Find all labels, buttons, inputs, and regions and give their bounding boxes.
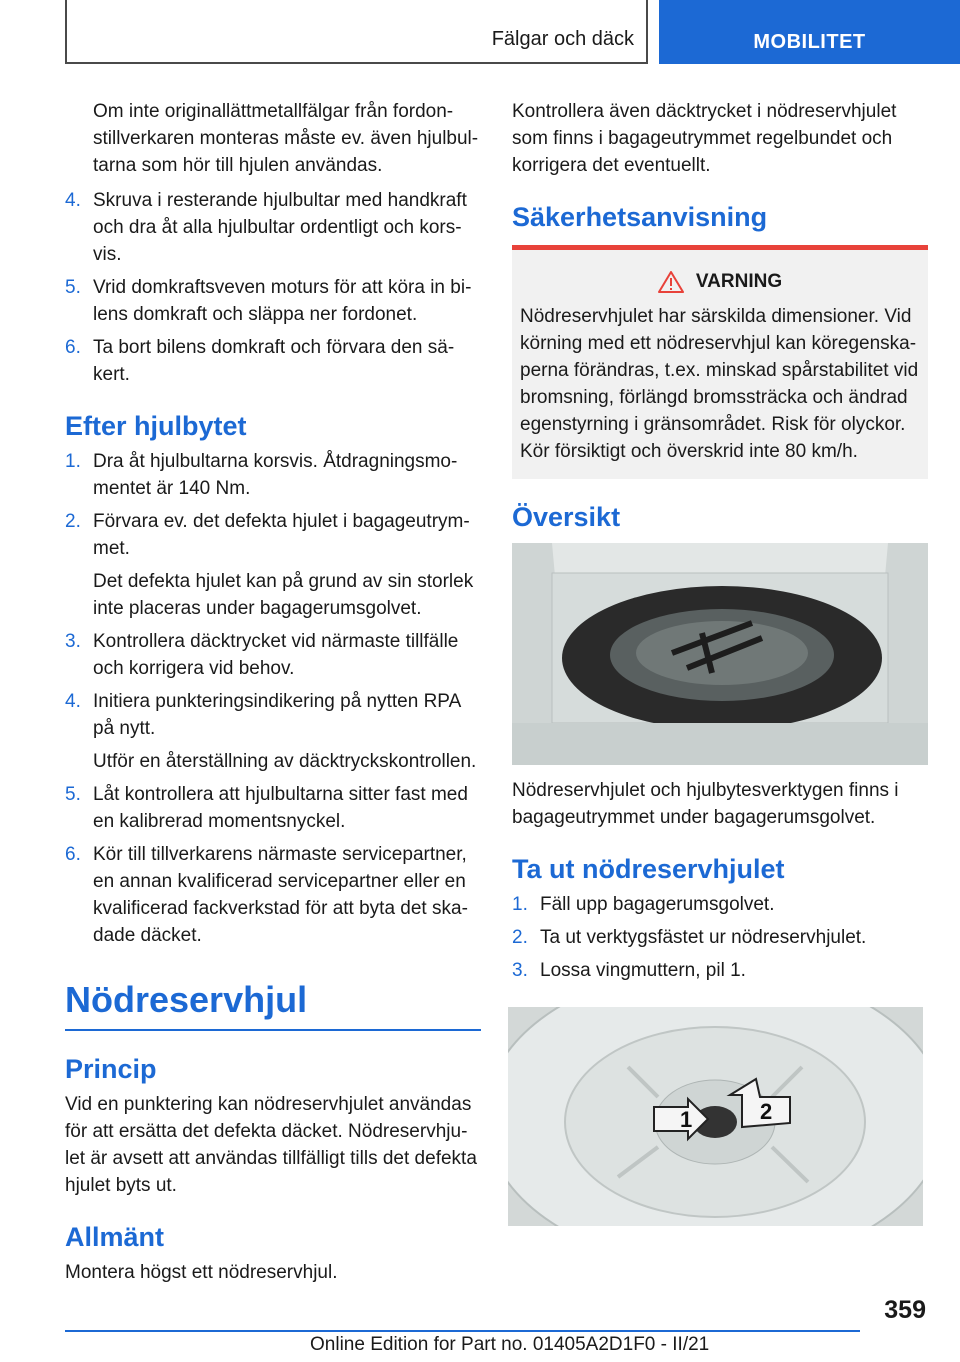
step-text: Ta bort bilens domkraft och förvara den säkert. [93,337,455,385]
right-column [512,98,928,990]
footer-divider [65,1330,860,1332]
chapter-title: Nödreservhjul [65,975,481,1031]
warning-text: Nödreservhjulet har särskilda dimensioner. Vid körning med ett nödreservhjul kan köregenskaperna förändras, t.ex. minskad spårstabilitet vid bromsning, förlängd bromssträcka och ändrad egenstyrning i gränsområdet. Risk för olyckor. Kör försiktigt och överskrid inte 80 km/h. [520,306,919,462]
step-text: Kontrollera däcktrycket vid närmaste tillfälle och korrigera vid behov. [93,631,459,679]
steps-list-continued [65,187,481,388]
warning-header [520,268,920,295]
list-item [65,334,481,388]
trunk-overview-photo [512,543,928,765]
principle-text: Vid en punktering kan nödreservhjulet användas för att ersätta det defekta däcket. Nödreservhjulet är avsett att användas tillfälligt tills det defekta hjulet byts ut. [65,1094,477,1196]
step-number: 2. [512,927,528,948]
step-number: 4. [65,190,81,211]
heading-after-wheel-change: Efter hjulbytet [65,411,247,441]
heading-safety: Säkerhetsanvisning [512,202,768,232]
step-number: 5. [65,277,81,298]
edition-text: Online Edition for Part no. 01405A2D1F0 - II/21 [310,1334,710,1355]
step-text: Lossa vingmuttern, pil 1. [540,960,746,981]
step-text: Dra åt hjulbultarna korsvis. Åtdragningsmomentet är 140 Nm. [93,451,458,499]
left-column [65,98,481,1294]
step-number: 3. [65,631,81,652]
warning-box [512,245,928,479]
step-number: 1. [65,451,81,472]
step-text: Ta ut verktygsfästet ur nödreservhjulet. [540,927,867,948]
step-note: Det defekta hjulet kan på grund av sin storlek inte placeras under bagagerumsgolvet. [93,571,474,619]
step-text: Fäll upp bagagerumsgolvet. [540,894,775,915]
step-text: Skruva i resterande hjulbultar med handkraft och dra åt alla hjulbultar ordentligt och korsvis. [93,190,467,265]
page-header [0,0,960,64]
step-text: Kör till tillverkarens närmaste servicepartner, en annan kvalificerad servicepartner eller en kvalificerad fackverkstad för att byta det skadade däcket. [93,844,468,946]
arrow-label-2: 2 [760,1099,773,1124]
arrow-label-1: 1 [680,1107,693,1132]
warning-triangle-icon [658,270,684,294]
list-item [65,841,481,949]
step-number: 4. [65,691,81,712]
spare-wheel-photo [508,1007,923,1226]
list-item [65,187,481,268]
step-number: 5. [65,784,81,805]
heading-principle: Princip [65,1054,157,1084]
list-item [65,274,481,328]
heading-remove-spare: Ta ut nödreservhjulet [512,854,785,884]
after-steps-list [65,448,481,949]
list-item [65,781,481,835]
step-number: 1. [512,894,528,915]
page-number: 359 [884,1296,926,1324]
step-number: 6. [65,337,81,358]
section-title: Fälgar och däck [491,28,634,50]
list-item [512,957,928,984]
step-text: Vrid domkraftsveven moturs för att köra in bilens domkraft och släppa ner fordonet. [93,277,472,325]
list-item [65,508,481,562]
step-text: Låt kontrollera att hjulbultarna sitter fast med en kalibrerad momentsnyckel. [93,784,468,832]
warning-label: VARNING [695,271,783,292]
step-number: 6. [65,844,81,865]
step-note: Utför en återställning av däcktryckskontrollen. [93,751,477,772]
step-text: Förvara ev. det defekta hjulet i bagageutrymmet. [93,511,470,559]
pressure-paragraph: Kontrollera även däcktrycket i nödreservhjulet som finns i bagageutrymmet regelbundet och korrigera det eventuellt. [512,101,897,176]
list-item [512,924,928,951]
heading-general: Allmänt [65,1222,165,1252]
chapter-tab[interactable] [659,0,960,64]
remove-steps-list [512,891,928,984]
list-item [512,891,928,918]
general-text: Montera högst ett nödreservhjul. [65,1262,338,1283]
step-number: 2. [65,511,81,532]
heading-overview: Översikt [512,502,621,532]
list-item [65,448,481,502]
intro-paragraph: Om inte originallättmetallfälgar från fordonstillverkaren monteras måste ev. även hjulbultarna som hör till hjulen användas. [93,101,479,176]
chapter-tab-label: MOBILITET [753,31,866,53]
overview-caption: Nödreservhjulet och hjulbytesverktygen finns i bagageutrymmet under bagagerumsgolvet. [512,780,899,828]
step-text: Initiera punkteringsindikering på nytten RPA på nytt. [93,691,461,739]
list-item [65,688,481,742]
list-item [65,628,481,682]
step-number: 3. [512,960,528,981]
